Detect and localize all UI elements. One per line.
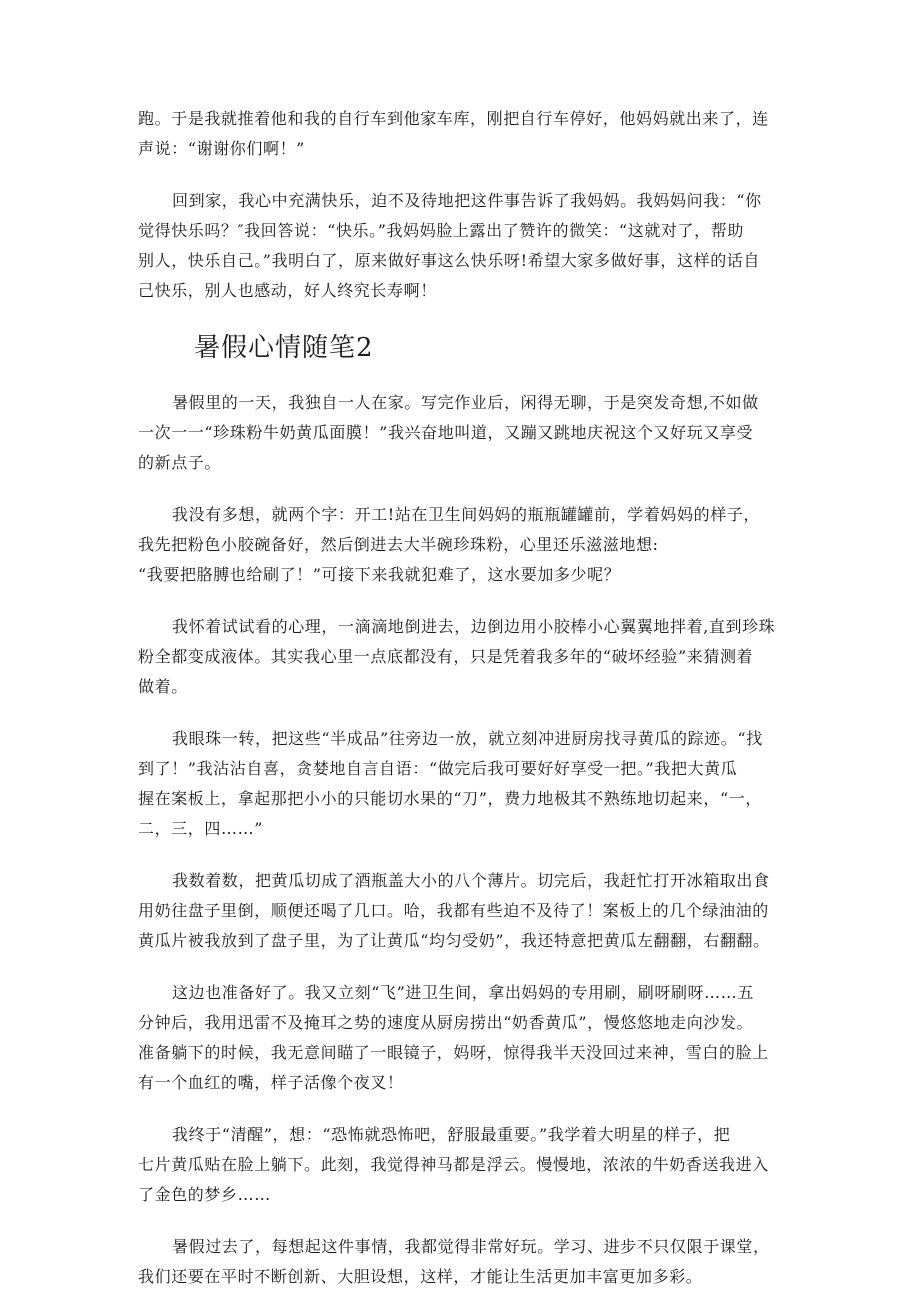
text-line: 了金色的梦乡…… (138, 1185, 271, 1204)
document-page (138, 104, 802, 1314)
intro-paragraph (138, 104, 802, 164)
text-line: 粉全都变成液体。其实我心里一点底都没有，只是凭着我多年的“破坏经验”来猜测着 (138, 647, 754, 666)
text-line: 二，三，四……” (138, 819, 263, 838)
text-line: 这边也准备好了。我又立刻“飞”进卫生间，拿出妈妈的专用刷，刷呀刷呀……五 (172, 983, 754, 1002)
text-line: 别人，快乐自己。”我明白了，原来做好事这么快乐呀!希望大家多做好事，这样的话自 (138, 251, 761, 270)
text-line: 准备躺下的时候，我无意间瞄了一眼镜子，妈呀，惊得我半天没回过来神，雪白的脸上 (138, 1043, 769, 1062)
text-line: 我眼珠一转，把这些“半成品”往旁边一放，就立刻冲进厨房找寻黄瓜的踪迹。“找 (172, 729, 763, 748)
body-paragraph (138, 500, 802, 590)
body-paragraph (138, 724, 802, 844)
intro-paragraph (138, 186, 802, 306)
text-line: 我数着数，把黄瓜切成了酒瓶盖大小的八个薄片。切完后，我赶忙打开冰箱取出食 (172, 871, 770, 890)
text-line: 跑。于是我就推着他和我的自行车到他家车库，刚把自行车停好，他妈妈就出来了，连 (138, 109, 769, 128)
text-line: “我要把胳膊也给刷了！”可接下来我就犯难了，这水要加多少呢？ (138, 565, 621, 584)
body-paragraph (138, 1232, 802, 1292)
text-line: 己快乐，别人也感动，好人终究长寿啊！ (138, 281, 437, 300)
text-line: 黄瓜片被我放到了盘子里，为了让黄瓜“均匀受奶”，我还特意把黄瓜左翻翻，右翻翻。 (138, 931, 770, 950)
text-line: 暑假过去了，每想起这件事情，我都觉得非常好玩。学习、进步不只仅限于课堂， (172, 1237, 770, 1256)
text-line: 声说：“谢谢你们啊！” (138, 139, 305, 158)
body-paragraph (138, 1120, 802, 1210)
text-line: 七片黄瓜贴在脸上躺下。此刻，我觉得神马都是浮云。慢慢地，浓浓的牛奶香送我进入 (138, 1155, 769, 1174)
section-heading: 暑假心情随笔2 (194, 333, 374, 363)
body-paragraph (138, 866, 802, 956)
text-line: 我没有多想，就两个字：开工!站在卫生间妈妈的瓶瓶罐罐前，学着妈妈的样子， (172, 505, 761, 524)
text-line: 的新点子。 (138, 453, 222, 472)
text-line: 我们还要在平时不断创新、大胆设想，这样，才能让生活更加丰富更加多彩。 (138, 1267, 703, 1286)
body-paragraph (138, 612, 802, 702)
text-line: 握在案板上，拿起那把小小的只能切水果的“刀”，费力地极其不熟练地切起来，“一， (138, 789, 762, 808)
text-line: 回到家，我心中充满快乐，迫不及待地把这件事告诉了我妈妈。我妈妈问我：“你 (172, 191, 762, 210)
text-line: 有一个血红的嘴，样子活像个夜叉！ (138, 1073, 404, 1092)
text-line: 觉得快乐吗？″我回答说：“快乐。”我妈妈脸上露出了赞许的微笑：“这就对了，帮助 (138, 221, 744, 240)
text-line: 一次一一“珍珠粉牛奶黄瓜面膜！”我兴奋地叫道，又蹦又跳地庆祝这个又好玩又享受 (138, 423, 754, 442)
body-paragraph (138, 978, 802, 1098)
text-line: 我终于“清醒”，想：“恐怖就恐怖吧，舒服最重要。”我学着大明星的样子，把 (172, 1125, 731, 1144)
body-paragraph (138, 388, 802, 478)
text-line: 我先把粉色小胶碗备好，然后倒进去大半碗珍珠粉，心里还乐滋滋地想: (138, 535, 659, 554)
text-line: 分钟后，我用迅雷不及掩耳之势的速度从厨房捞出“奶香黄瓜”，慢悠悠地走向沙发。 (138, 1013, 754, 1032)
text-line: 到了！”我沾沾自喜，贪婪地自言自语：“做完后我可要好好享受一把。”我把大黄瓜 (138, 759, 738, 778)
text-line: 暑假里的一天，我独自一人在家。写完作业后，闲得无聊，于是突发奇想,不如做 (172, 393, 759, 412)
text-line: 我怀着试试看的心理，一滴滴地倒进去，边倒边用小胶棒小心翼翼地拌着,直到珍珠 (172, 617, 776, 636)
text-line: 用奶往盘子里倒，顺便还喝了几口。哈，我都有些迫不及待了！案板上的几个绿油油的 (138, 901, 769, 920)
text-line: 做着。 (138, 677, 188, 696)
